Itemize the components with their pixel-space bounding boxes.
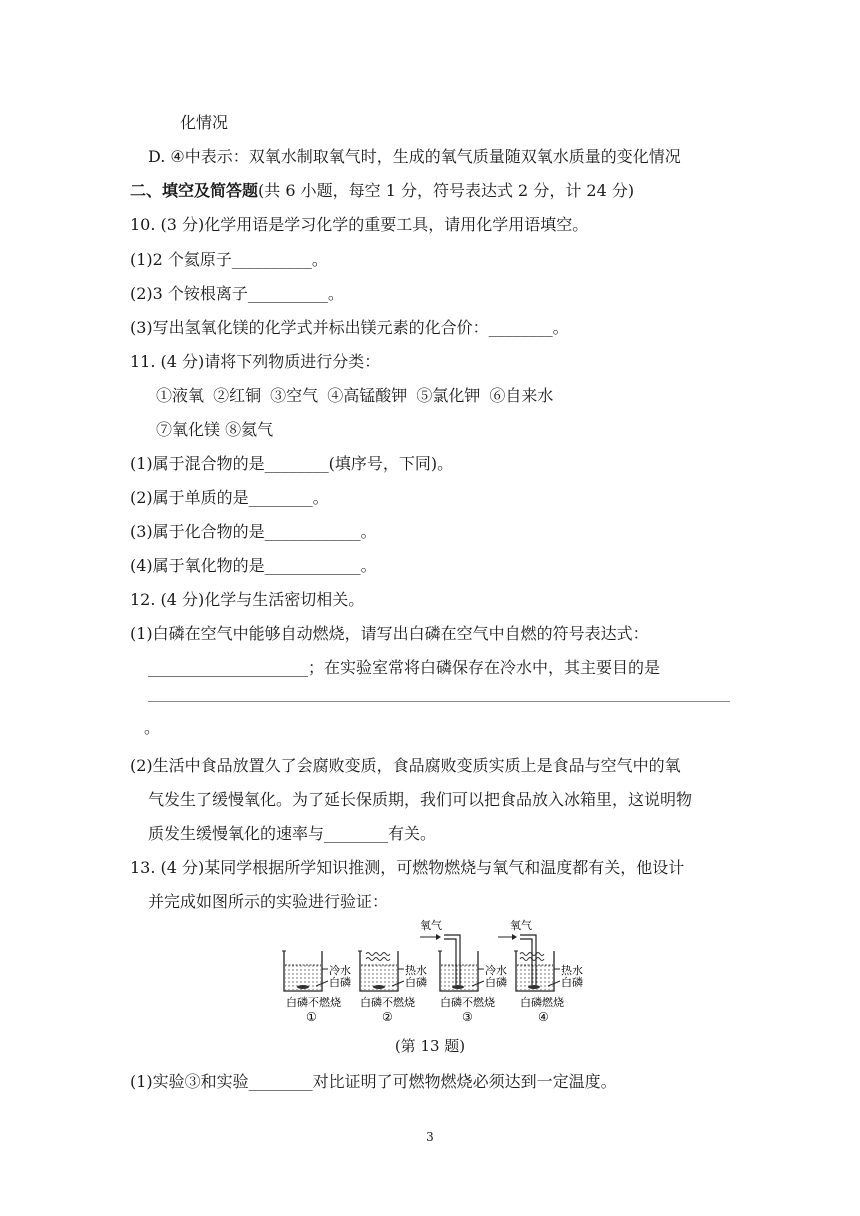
beaker-3-number: ③ xyxy=(462,1010,473,1024)
question-10-part-3: (3)写出氢氧化镁的化学式并标出镁元素的化合价：________。 xyxy=(130,318,569,337)
beaker-1-number: ① xyxy=(306,1010,317,1024)
question-12-part-1-line-3: 。 xyxy=(144,718,161,737)
question-11-part-1: (1)属于混合物的是________(填序号，下同)。 xyxy=(130,454,454,473)
beaker-2-water-label: 热水 xyxy=(405,964,427,977)
beaker-1-water-label: 冷水 xyxy=(329,964,351,977)
figure-caption: (第 13 题) xyxy=(394,1037,466,1055)
beaker-2-result: 白磷不燃烧 xyxy=(360,996,415,1009)
text-line: 化情况 xyxy=(180,113,229,132)
question-11-items-row-1: ①液氧 ②红铜 ③空气 ④高锰酸钾 ⑤氯化钾 ⑥自来水 xyxy=(156,386,554,405)
experiment-figure xyxy=(276,913,596,1028)
beaker-2 xyxy=(358,951,404,991)
beaker-1-phosphorus-label: 白磷 xyxy=(329,976,351,989)
page-number: 3 xyxy=(426,1130,434,1144)
question-13-line-2: 并完成如图所示的实验进行验证： xyxy=(148,892,389,911)
beaker-4-oxygen-label: 氧气 xyxy=(510,919,532,932)
beaker-2-phosphorus-label: 白磷 xyxy=(405,976,427,989)
beaker-4-water-label: 热水 xyxy=(561,964,583,977)
question-13-part-1: (1)实验③和实验________对比证明了可燃物燃烧必须达到一定温度。 xyxy=(130,1072,617,1091)
question-11: 11. (4 分)请将下列物质进行分类： xyxy=(130,352,381,371)
question-10: 10. (3 分)化学用语是学习化学的重要工具，请用化学用语填空。 xyxy=(130,215,589,234)
beaker-3-water-label: 冷水 xyxy=(485,964,507,977)
section-title: 二、填空及简答题 xyxy=(130,181,259,200)
beaker-2-number: ② xyxy=(382,1010,393,1024)
question-13-line-1: 13. (4 分)某同学根据所学知识推测，可燃物燃烧与氧气和温度都有关，他设计 xyxy=(130,858,685,877)
question-11-part-2: (2)属于单质的是________。 xyxy=(130,488,329,507)
question-11-part-3: (3)属于化合物的是____________。 xyxy=(130,522,377,541)
question-10-part-2: (2)3 个铵根离子__________。 xyxy=(130,284,344,303)
question-12-part-2-line-3: 质发生缓慢氧化的速率与________有关。 xyxy=(148,824,437,843)
beaker-4-phosphorus-label: 白磷 xyxy=(561,976,583,989)
beaker-4-result: 白磷燃烧 xyxy=(520,996,564,1009)
beaker-3 xyxy=(420,934,484,991)
beaker-3-phosphorus-label: 白磷 xyxy=(485,976,507,989)
section-note: (共 6 小题，每空 1 分，符号表达式 2 分，计 24 分) xyxy=(258,181,635,200)
question-12-part-2-line-2: 气发生了缓慢氧化。为了延长保质期，我们可以把食品放入冰箱里，这说明物 xyxy=(148,790,693,809)
beaker-3-oxygen-label: 氧气 xyxy=(420,919,442,932)
question-12: 12. (4 分)化学与生活密切相关。 xyxy=(130,590,365,609)
beaker-1 xyxy=(282,951,328,991)
question-12-part-1-line-1: (1)白磷在空气中能够自动燃烧，请写出白磷在空气中自燃的符号表达式： xyxy=(130,624,649,643)
question-11-part-4: (4)属于氧化物的是____________。 xyxy=(130,556,377,575)
option-d: D. ④中表示：双氧水制取氧气时，生成的氧气质量随双氧水质量的变化情况 xyxy=(148,147,681,166)
question-10-part-1: (1)2 个氦原子__________。 xyxy=(130,250,328,269)
question-11-items-row-2: ⑦氧化镁 ⑧氦气 xyxy=(156,420,274,439)
section-heading xyxy=(130,180,634,202)
beaker-4-number: ④ xyxy=(538,1010,549,1024)
question-12-part-2-line-1: (2)生活中食品放置久了会腐败变质，食品腐败变质实质上是食品与空气中的氧 xyxy=(130,756,681,775)
answer-blank-line xyxy=(148,701,730,702)
beaker-1-result: 白磷不燃烧 xyxy=(286,996,341,1009)
question-12-part-1-line-2: ____________________；在实验室常将白磷保存在冷水中，其主要目的是 xyxy=(148,658,661,677)
beaker-4 xyxy=(498,934,560,991)
beaker-3-result: 白磷不燃烧 xyxy=(440,996,495,1009)
